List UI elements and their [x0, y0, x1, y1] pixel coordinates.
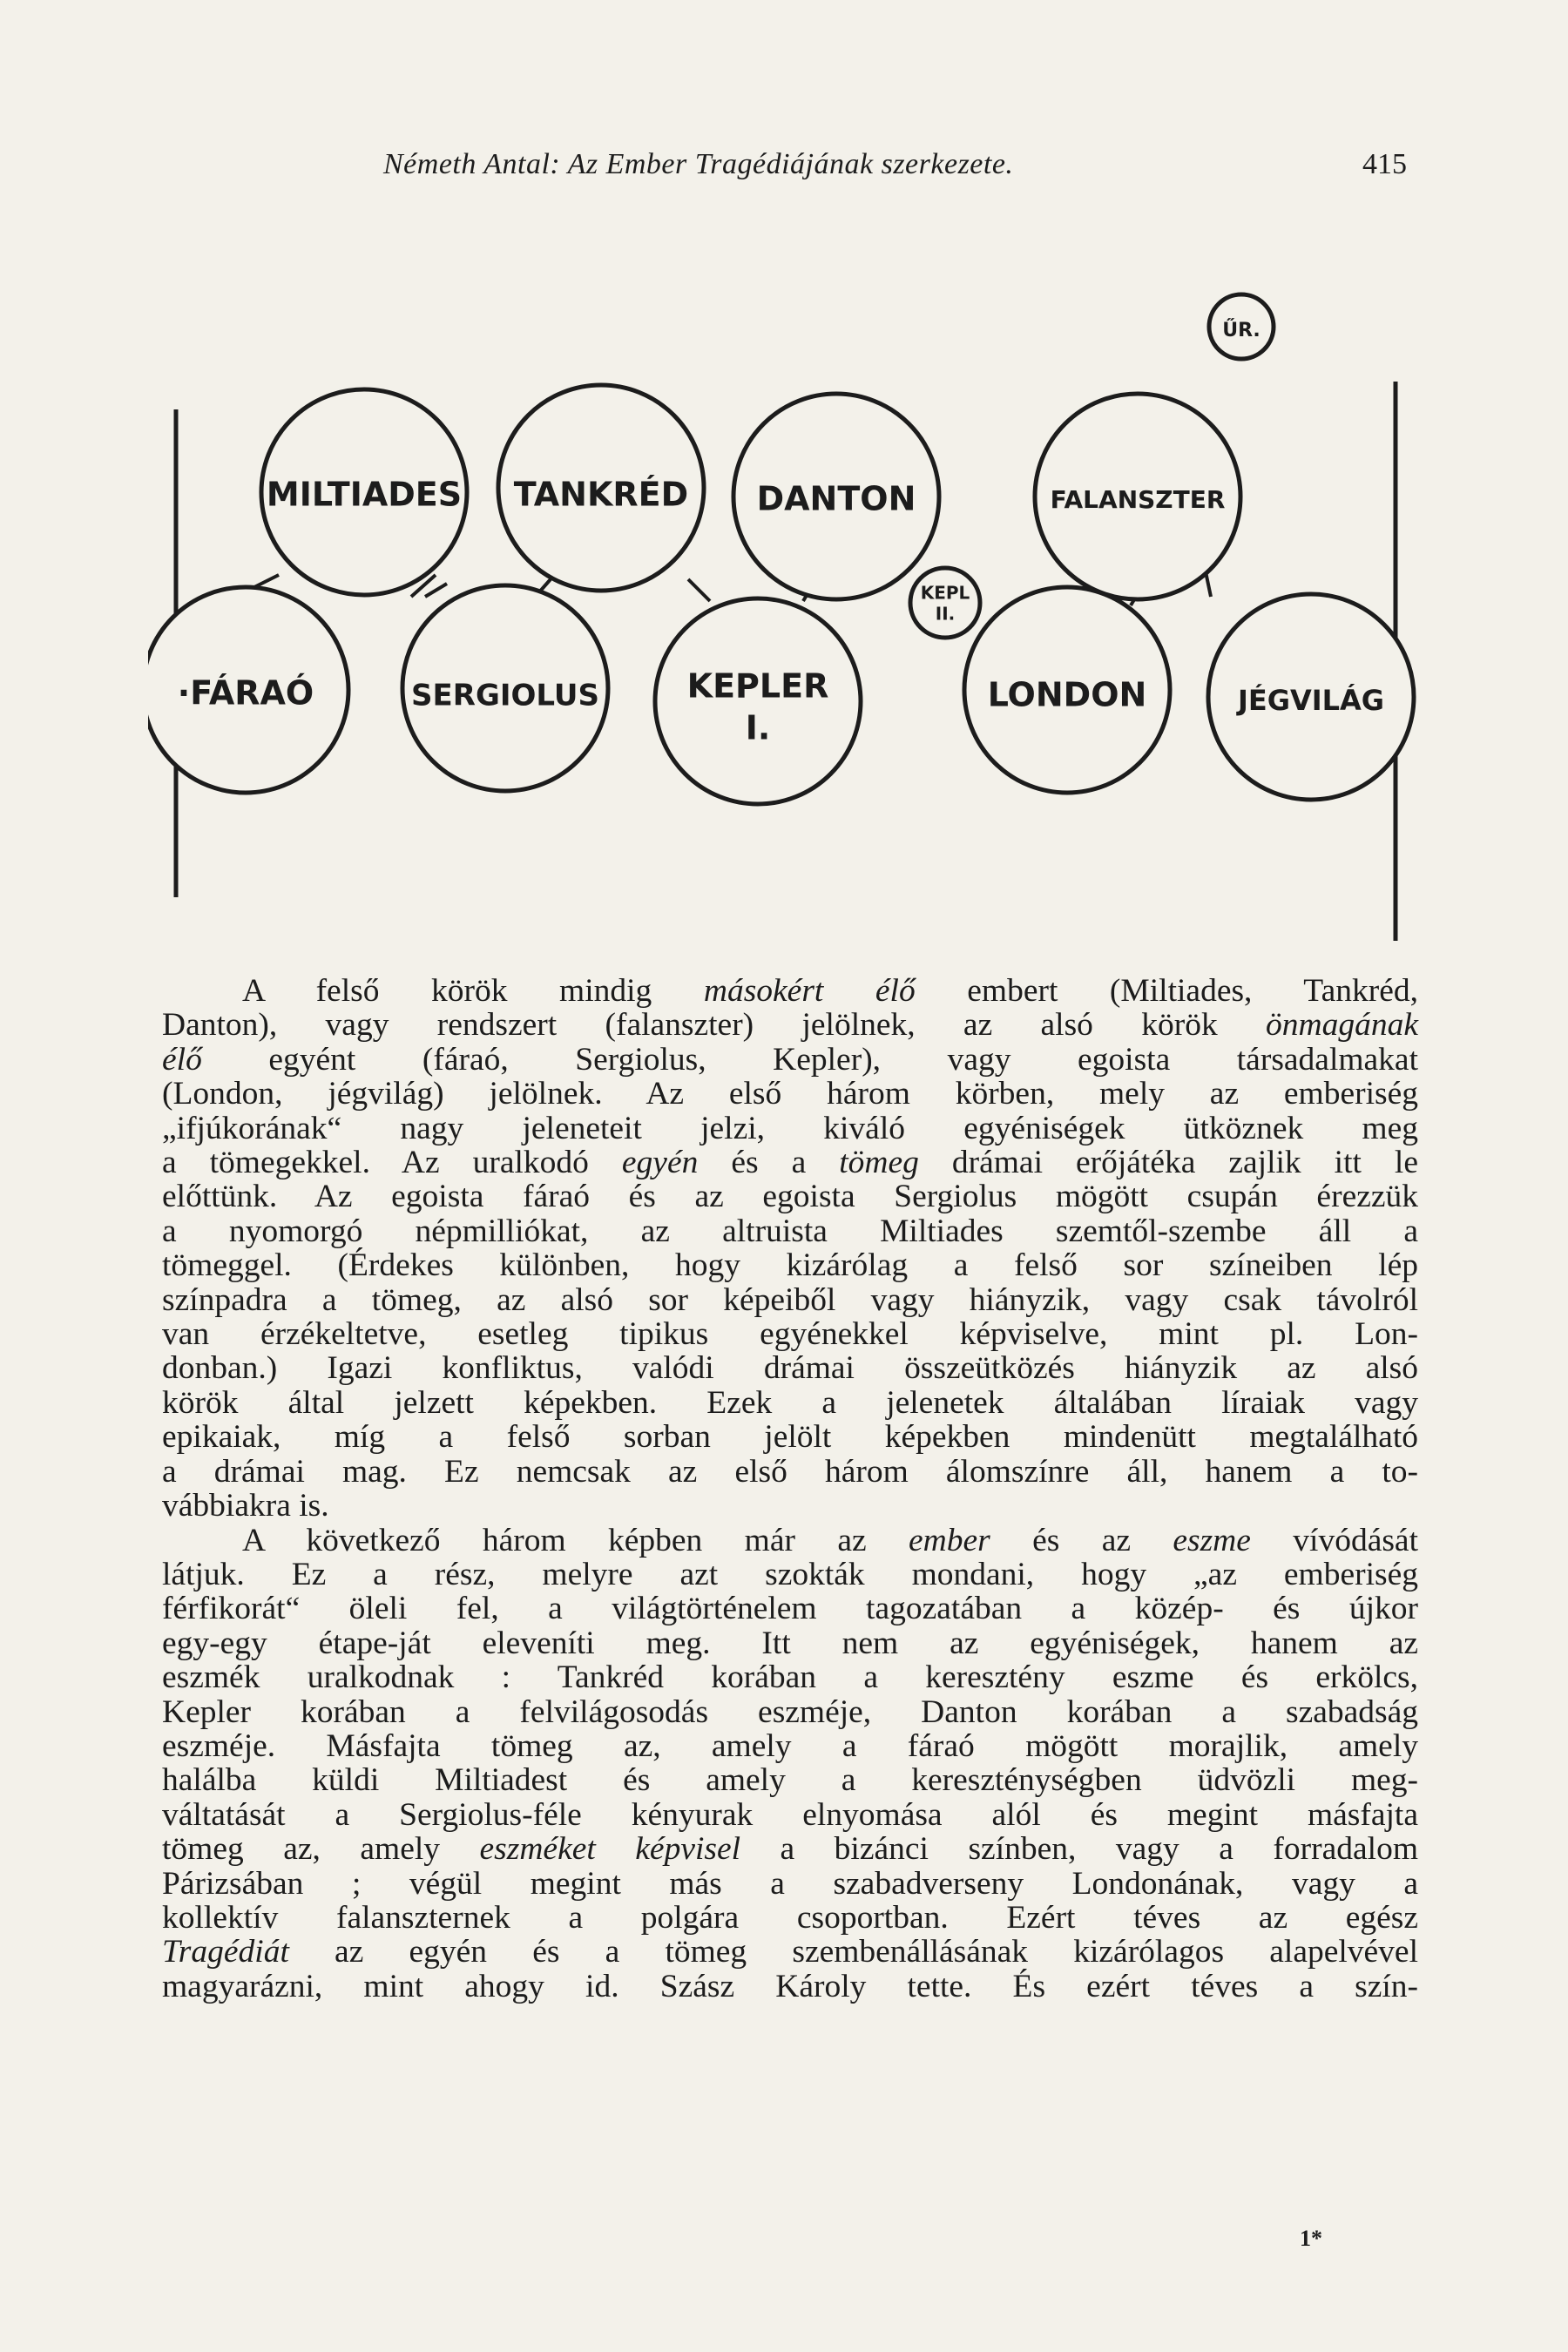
- text-span: Danton), vagy rendszert (falanszter) jelölnek, az alsó körök: [162, 1007, 1267, 1044]
- text-line: van érzékeltetve, esetleg tipikus egyénekkel képviselve, mint pl. Lon-: [162, 1316, 1418, 1353]
- text-line: [162, 1935, 1418, 1969]
- text-line: [162, 1832, 1418, 1866]
- italic-span: önmagának: [1266, 1007, 1418, 1044]
- text-line: [162, 974, 1418, 1008]
- text-line: [162, 1008, 1418, 1042]
- text-line: színpadra a tömeg, az alsó sor képeiből vagy hiányzik, vagy csak távolról: [162, 1281, 1418, 1318]
- signature-mark: 1*: [1300, 2226, 1322, 2251]
- text-line: férfikorát“ öleli fel, a világtörténelem tagozatában a közép- és újkor: [162, 1591, 1418, 1627]
- label-miltiades: MILTIADES: [266, 475, 463, 514]
- text-line: Párizsában ; végül megint más a szabadverseny Londonának, vagy a: [162, 1865, 1418, 1902]
- label-farao: ·FÁRAÓ: [177, 673, 314, 713]
- text-line: tömeggel. (Érdekes különben, hogy kizárólag a felső sor színeiben lép: [162, 1247, 1418, 1284]
- label-kepler-ii-sub: II.: [935, 603, 956, 625]
- circles-diagram: [148, 287, 1420, 950]
- text-line: (London, jégvilág) jelölnek. Az első három körben, mely az emberiség: [162, 1076, 1418, 1112]
- circles-diagram-svg: [148, 287, 1420, 950]
- text-line: Kepler korában a felvilágosodás eszméje, Danton korában a szabadság: [162, 1693, 1418, 1730]
- text-line: [162, 1524, 1418, 1558]
- label-tankred: TANKRÉD: [513, 475, 689, 514]
- text-line: donban.) Igazi konfliktus, valódi drámai összeütközés hiányzik az alsó: [162, 1350, 1418, 1387]
- text-span: drámai erőjátéka zajlik itt le: [918, 1145, 1418, 1181]
- label-jegvilag: JÉGVILÁG: [1237, 684, 1385, 717]
- label-falanszter: FALANSZTER: [1050, 485, 1226, 514]
- italic-span: tömeg: [839, 1145, 919, 1181]
- text-span: embert (Miltiades, Tankréd,: [915, 973, 1418, 1009]
- text-line: halálba küldi Miltiadest és amely a kereszténységben üdvözli meg-: [162, 1762, 1418, 1799]
- text-span: a tömegekkel. Az uralkodó: [162, 1145, 589, 1181]
- text-span: tömeg az, amely: [162, 1831, 480, 1868]
- connector: [688, 579, 710, 601]
- italic-span: másokért élő: [703, 973, 916, 1009]
- text-span: és a: [698, 1145, 840, 1181]
- italic-span: eszméket képvisel: [479, 1831, 741, 1868]
- page-number: 415: [1362, 148, 1407, 180]
- text-line: eszmék uralkodnak : Tankréd korában a keresztény eszme és erkölcs,: [162, 1659, 1418, 1696]
- text-line: „ifjúkorának“ nagy jeleneteit jelzi, kiváló egyéniségek ütköznek meg: [162, 1110, 1418, 1146]
- text-line: látjuk. Ez a rész, melyre azt szokták mondani, hogy „az emberiség: [162, 1556, 1418, 1592]
- body-text: [162, 974, 1418, 2004]
- italic-span: ember: [909, 1522, 990, 1558]
- italic-span: Tragédiát: [162, 1934, 289, 1970]
- text-line: körök által jelzett képekben. Ezek a jelenetek általában líraiak vagy: [162, 1384, 1418, 1421]
- italic-span: eszme: [1173, 1522, 1251, 1558]
- text-line: kollektív falanszternek a polgára csoportban. Ezért téves az egész: [162, 1899, 1418, 1936]
- paragraph-1: [162, 974, 1418, 1524]
- label-kepler: KEPLER: [686, 666, 829, 706]
- text-line: [162, 1043, 1418, 1077]
- label-kepler-ii: KEPL: [920, 582, 970, 604]
- text-line: előttünk. Az egoista fáraó és az egoista Sergiolus mögött csupán érezzük: [162, 1179, 1418, 1215]
- text-span: a bizánci színben, vagy a forradalom: [740, 1831, 1418, 1868]
- label-london: LONDON: [987, 675, 1147, 714]
- text-line: [162, 1146, 1418, 1179]
- italic-span: élő: [162, 1041, 202, 1078]
- italic-span: egyén: [621, 1145, 699, 1181]
- running-title: Németh Antal: Az Ember Tragédiájának szerkezete.: [383, 148, 1014, 180]
- text-line: egy-egy étape-ját eleveníti meg. Itt nem az egyéniségek, hanem az: [162, 1625, 1418, 1661]
- text-span: A következő három képben már az: [242, 1522, 909, 1558]
- text-span: A felső körök mindig: [242, 973, 704, 1009]
- connector: [425, 584, 447, 597]
- text-line: vábbiakra is.: [162, 1488, 329, 1524]
- text-line: eszméje. Másfajta tömeg az, amely a fáraó mögött morajlik, amely: [162, 1727, 1418, 1764]
- text-line: epikaiak, míg a felső sorban jelölt képekben mindenütt megtalálható: [162, 1419, 1418, 1456]
- text-line: a drámai mag. Ez nemcsak az első három álomszínre áll, hanem a to-: [162, 1453, 1418, 1490]
- text-line: a nyomorgó népmilliókat, az altruista Miltiades szemtől-szembe áll a: [162, 1213, 1418, 1249]
- text-span: vívódását: [1250, 1522, 1418, 1558]
- text-span: az egyén és a tömeg szembenállásának kizárólagos alapelvével: [288, 1934, 1418, 1970]
- paragraph-2: [162, 1524, 1418, 2004]
- text-line: váltatását a Sergiolus-féle kényurak elnyomása alól és megint másfajta: [162, 1796, 1418, 1833]
- label-kepler-sub: I.: [745, 708, 771, 747]
- label-ur: ŰR.: [1222, 320, 1260, 341]
- text-line: magyarázni, mint ahogy id. Szász Károly tette. És ezért téves a szín-: [162, 1968, 1418, 2004]
- running-header: [166, 148, 1407, 192]
- label-danton: DANTON: [756, 479, 916, 518]
- label-sergiolus: SERGIOLUS: [411, 678, 599, 713]
- text-span: egyént (fáraó, Sergiolus, Kepler), vagy egoista társadalmakat: [201, 1041, 1418, 1078]
- text-span: és az: [990, 1522, 1173, 1558]
